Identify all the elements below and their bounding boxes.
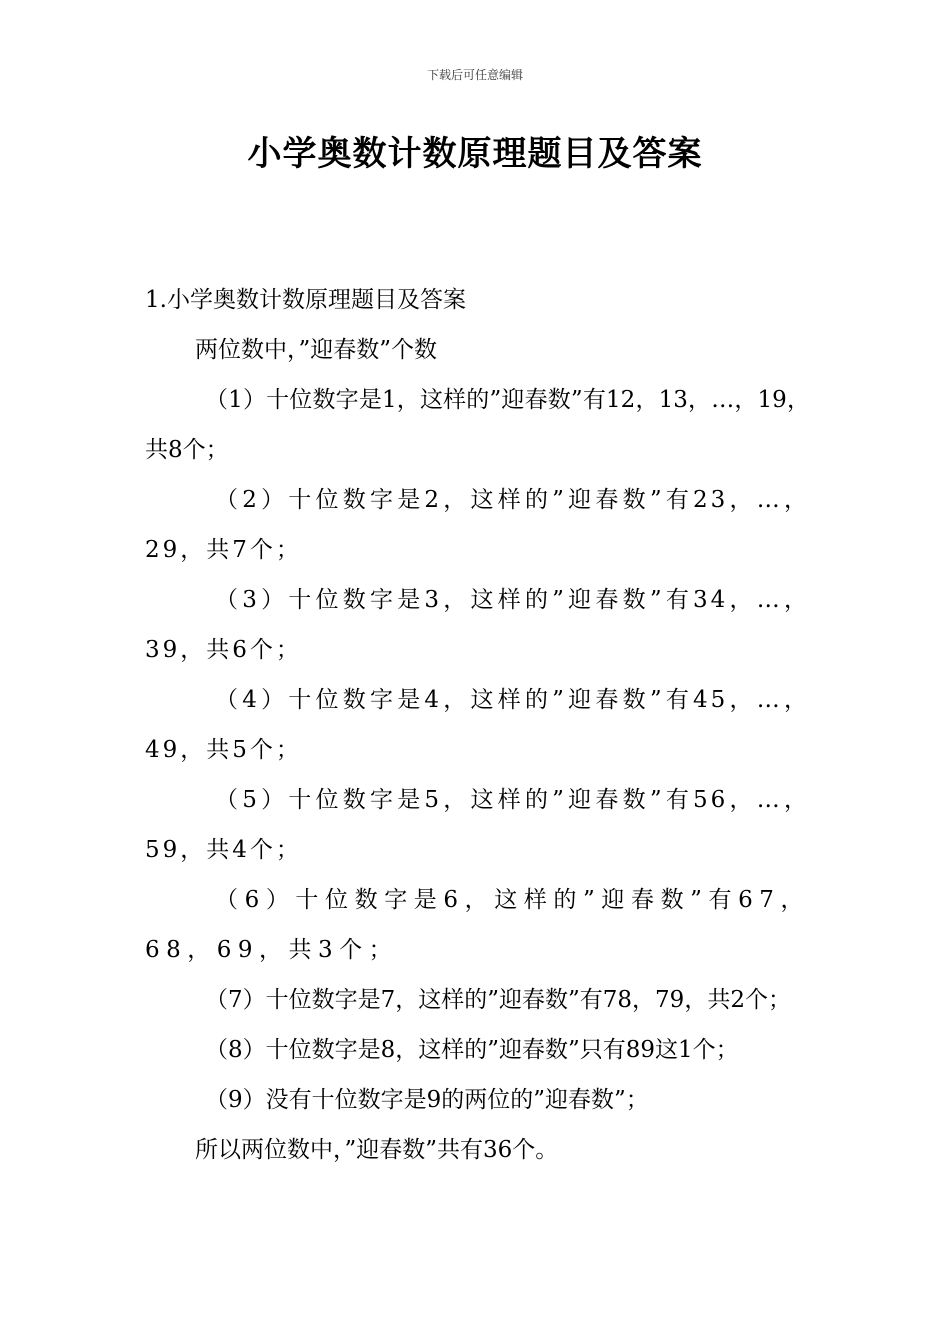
intro-paragraph: 两位数中，”迎春数”个数	[195, 337, 438, 363]
section-heading: 1.小学奥数计数原理题目及答案	[145, 287, 466, 313]
case-item-3: （3）十位数字是3，这样的”迎春数”有34，…，39，共6个；	[145, 587, 810, 663]
conclusion-paragraph: 所以两位数中，”迎春数”共有36个。	[195, 1137, 559, 1163]
header-note: 下载后可任意编辑	[426, 68, 523, 82]
case-item-7: （7）十位数字是7，这样的”迎春数”有78，79，共2个；	[205, 987, 791, 1013]
case-item-4: （4）十位数字是4，这样的”迎春数”有45，…，49，共5个；	[145, 687, 810, 763]
case-item-5: （5）十位数字是5，这样的”迎春数”有56，…，59，共4个；	[145, 787, 810, 863]
document-title: 小学奥数计数原理题目及答案	[247, 134, 703, 174]
case-item-9: （9）没有十位数字是9的两位的”迎春数”；	[205, 1087, 649, 1113]
case-item-2: （2）十位数字是2，这样的”迎春数”有23，…，29，共7个；	[145, 487, 810, 563]
case-item-8: （8）十位数字是8，这样的”迎春数”只有89这1个；	[205, 1037, 739, 1063]
document-body	[145, 275, 810, 1175]
case-item-6: （6）十位数字是6，这样的”迎春数”有67，68，69，共3个；	[145, 887, 810, 963]
case-item-1: （1）十位数字是1，这样的”迎春数”有12，13，…，19，共8个；	[145, 387, 810, 463]
